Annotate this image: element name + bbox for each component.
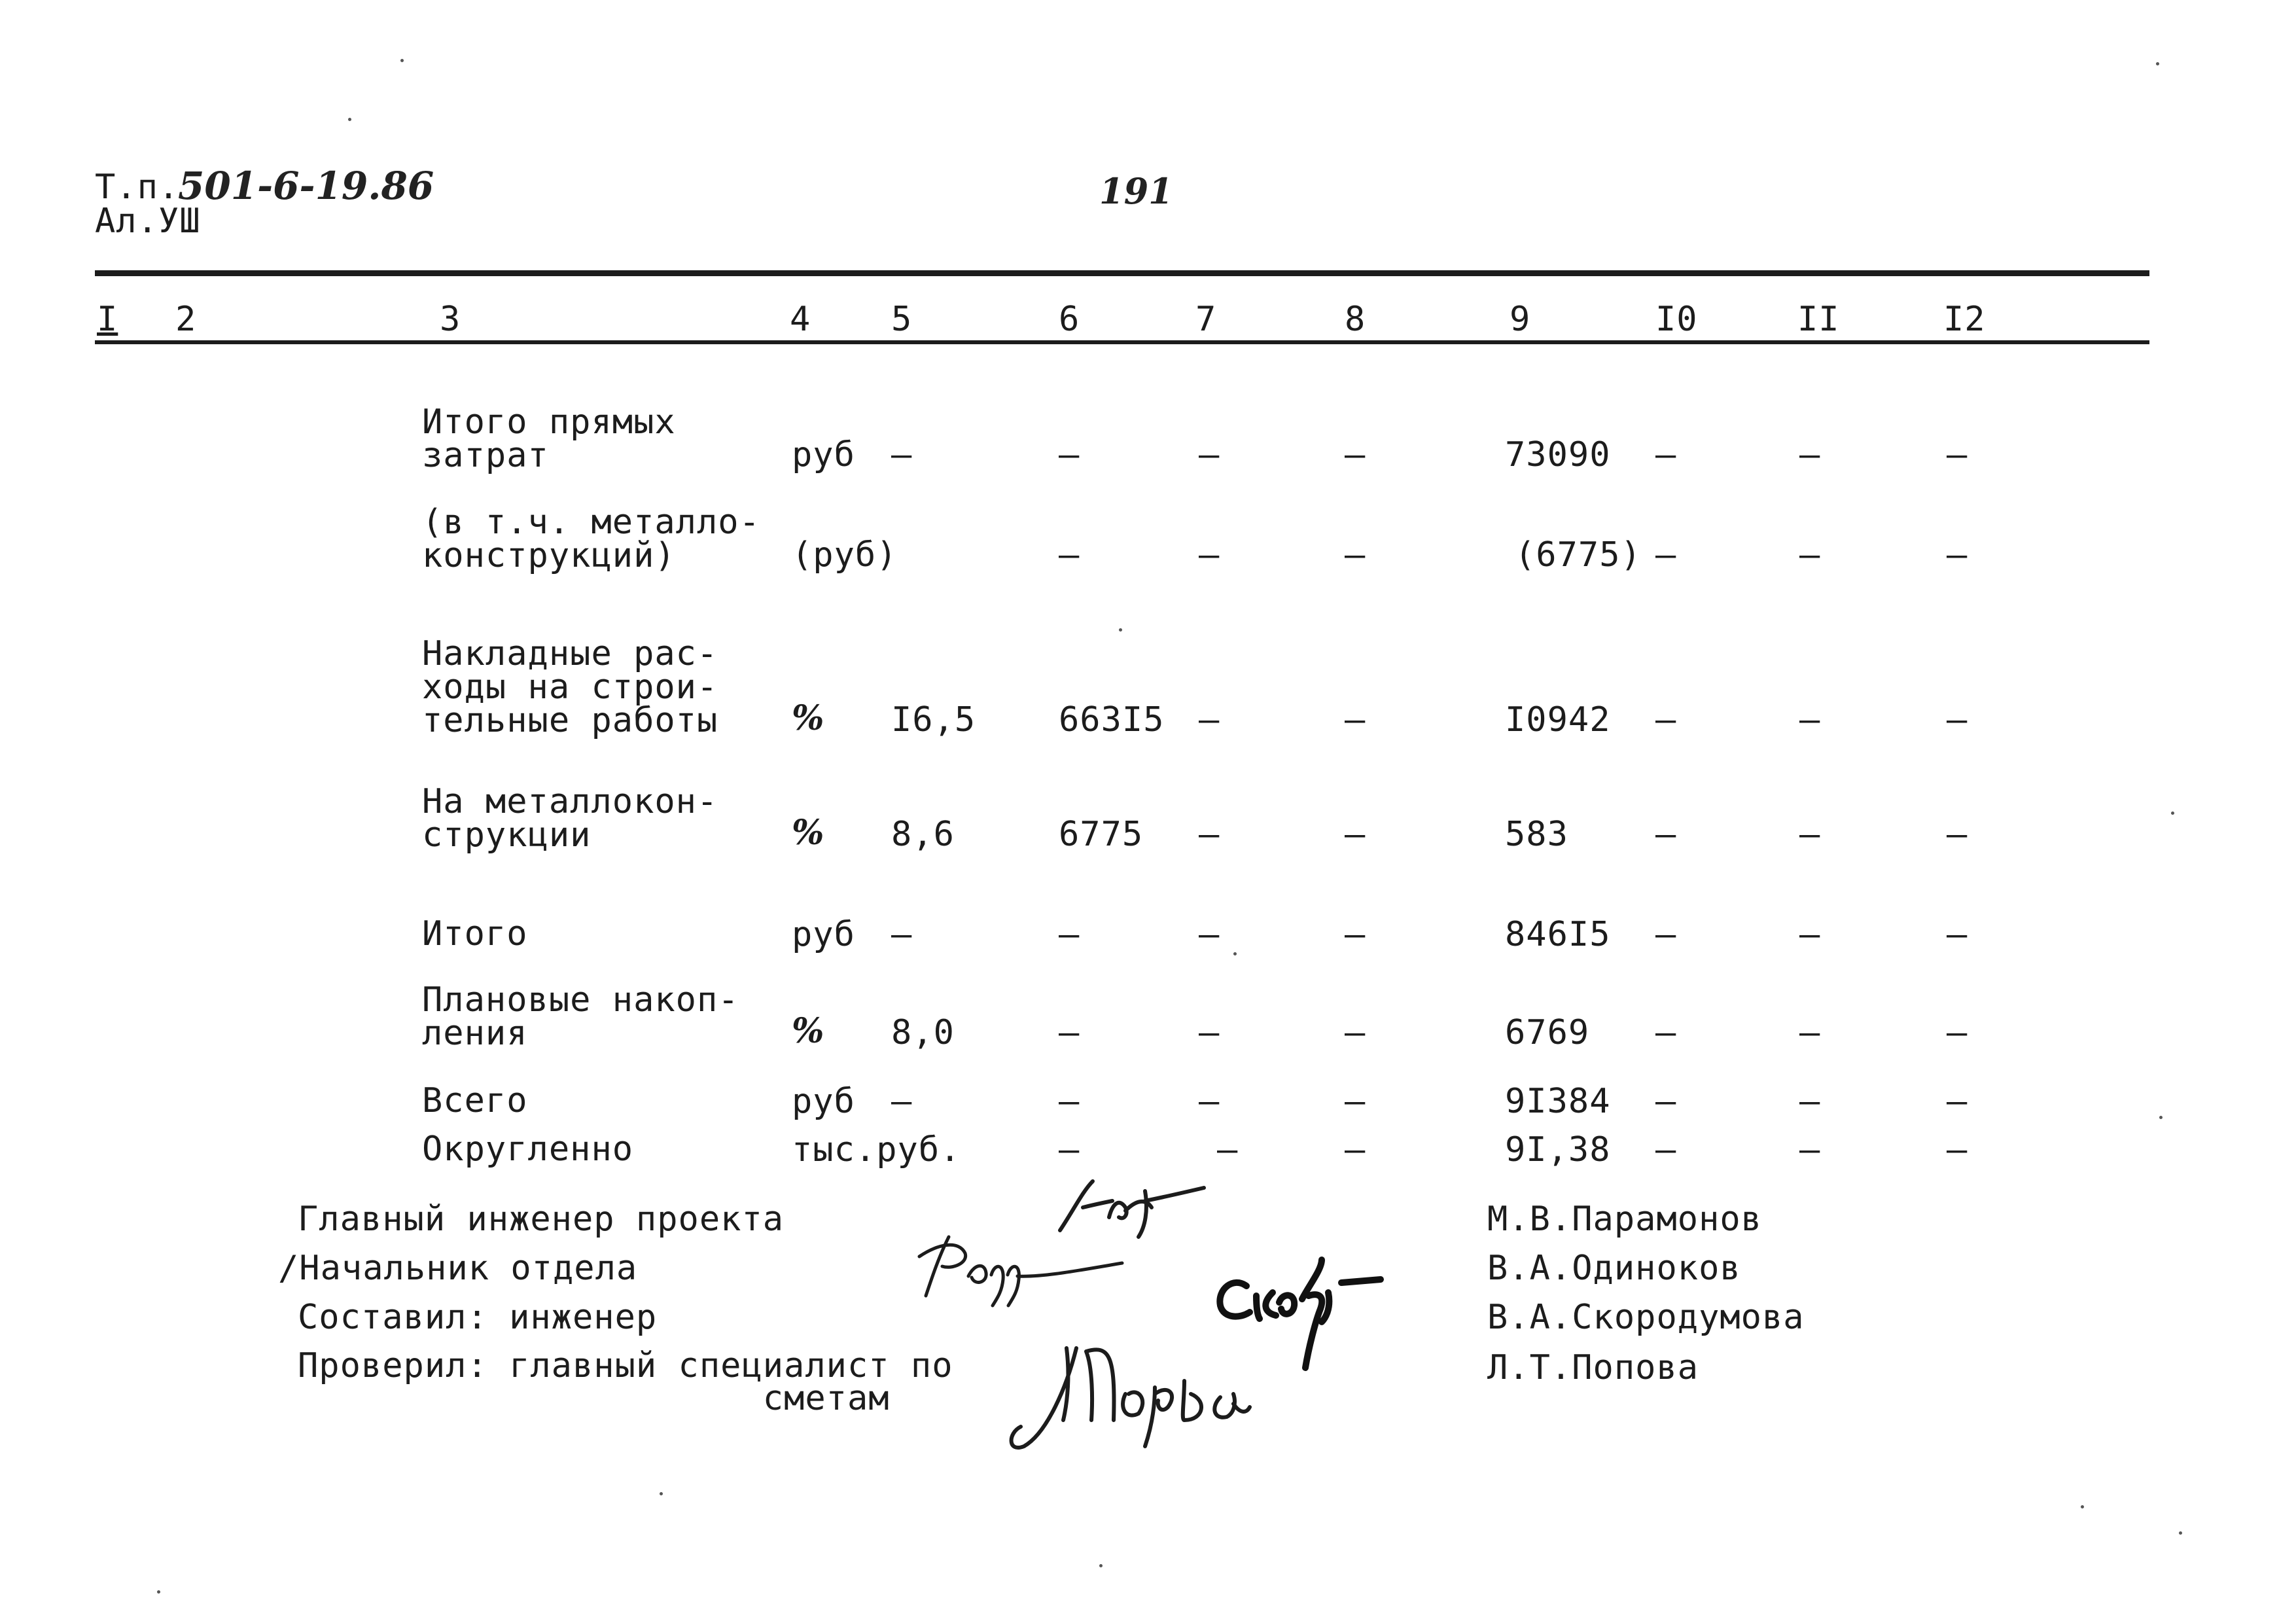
col10-value: – — [1655, 915, 1677, 954]
col8-value: – — [1345, 535, 1366, 575]
col5-value: 8,0 — [891, 1013, 955, 1052]
row-unit: руб — [792, 1082, 855, 1121]
col12-value: – — [1947, 1013, 1968, 1052]
col-header-1: I — [97, 300, 118, 339]
col6-value: – — [1059, 1082, 1080, 1121]
col7-value: – — [1217, 1130, 1239, 1169]
row-unit: (руб) — [792, 535, 898, 575]
col-header-7: 7 — [1195, 300, 1217, 339]
col9-value: 9I,38 — [1505, 1130, 1611, 1169]
col12-value: – — [1947, 915, 1968, 954]
page-number: 191 — [1099, 170, 1173, 212]
signature-name: М.В.Парамонов — [1487, 1200, 1762, 1239]
col9-value: 73090 — [1505, 435, 1611, 474]
col12-value: – — [1947, 700, 1968, 740]
signature-odinokov — [913, 1224, 1129, 1309]
col-header-11: II — [1797, 300, 1840, 339]
col8-value: – — [1345, 700, 1366, 740]
row-unit: тыс.руб. — [792, 1130, 961, 1169]
scan-speck — [2179, 1531, 2182, 1535]
col6-value: – — [1059, 535, 1080, 575]
col12-value: – — [1947, 815, 1968, 854]
scan-speck — [2081, 1505, 2084, 1508]
col11-value: – — [1799, 435, 1821, 474]
scan-speck — [2156, 62, 2159, 65]
col12-value: – — [1947, 1082, 1968, 1121]
signature-popova — [995, 1322, 1335, 1453]
col5-value: – — [891, 915, 913, 954]
col7-value: – — [1199, 815, 1220, 854]
col11-value: – — [1799, 1013, 1821, 1052]
col7-value: – — [1199, 1082, 1220, 1121]
row-label: (в т.ч. металло- конструкций) — [422, 503, 760, 575]
row-label: Всего — [422, 1081, 528, 1120]
col7-value: – — [1199, 535, 1220, 575]
col8-value: – — [1345, 815, 1366, 854]
col8-value: – — [1345, 1082, 1366, 1121]
col9-value: 6769 — [1505, 1013, 1590, 1052]
col7-value: – — [1199, 1013, 1220, 1052]
row-label: Накладные рас- ходы на строи- тельные работы — [422, 634, 718, 740]
doc-code-prefix: Т.п. — [95, 168, 180, 207]
scan-speck — [1119, 628, 1122, 632]
scan-speck — [157, 1590, 160, 1594]
table-top-rule — [95, 270, 2149, 276]
col-header-3: 3 — [440, 300, 461, 339]
col8-value: – — [1345, 1130, 1366, 1169]
col12-value: – — [1947, 435, 1968, 474]
col12-value: – — [1947, 1130, 1968, 1169]
signature-role: Проверил: главный специалист по сметам — [298, 1346, 953, 1418]
col6-value: 663I5 — [1059, 700, 1165, 740]
row-unit: руб — [792, 435, 855, 474]
scan-speck — [1099, 1564, 1103, 1567]
row-unit: % — [792, 813, 825, 853]
album-number: Ал.УШ — [95, 202, 201, 241]
col10-value: – — [1655, 435, 1677, 474]
scan-speck — [400, 59, 404, 62]
signature-name: В.А.Скородумова — [1487, 1298, 1805, 1337]
signature-role: /Начальник отдела — [278, 1249, 638, 1288]
scan-speck — [1233, 952, 1237, 955]
col-header-8: 8 — [1345, 300, 1366, 339]
signature-role: Составил: инженер — [298, 1298, 658, 1337]
col-header-4: 4 — [790, 300, 811, 339]
col11-value: – — [1799, 1082, 1821, 1121]
col5-value: 8,6 — [891, 815, 955, 854]
col10-value: – — [1655, 815, 1677, 854]
col11-value: – — [1799, 1130, 1821, 1169]
col10-value: – — [1655, 700, 1677, 740]
col9-value: (6775) — [1515, 535, 1642, 575]
row-unit: % — [792, 698, 825, 738]
col11-value: – — [1799, 700, 1821, 740]
row-label: Итого прямых затрат — [422, 402, 676, 475]
row-label: Плановые накоп- ления — [422, 980, 739, 1053]
col11-value: – — [1799, 535, 1821, 575]
col5-value: I6,5 — [891, 700, 976, 740]
scan-speck — [2171, 812, 2174, 815]
scan-speck — [348, 118, 351, 121]
scan-speck — [660, 1492, 663, 1495]
col11-value: – — [1799, 815, 1821, 854]
col9-value: 583 — [1505, 815, 1568, 854]
row-unit: % — [792, 1011, 825, 1051]
col7-value: – — [1199, 915, 1220, 954]
col9-value: 9I384 — [1505, 1082, 1611, 1121]
scan-speck — [2159, 1116, 2163, 1119]
col9-value: I0942 — [1505, 700, 1611, 740]
col6-value: 6775 — [1059, 815, 1144, 854]
col6-value: – — [1059, 1130, 1080, 1169]
col5-value: – — [891, 1082, 913, 1121]
col6-value: – — [1059, 435, 1080, 474]
col-header-6: 6 — [1059, 300, 1080, 339]
col6-value: – — [1059, 915, 1080, 954]
col6-value: – — [1059, 1013, 1080, 1052]
col12-value: – — [1947, 535, 1968, 575]
col11-value: – — [1799, 915, 1821, 954]
col-header-10: I0 — [1655, 300, 1698, 339]
col-header-9: 9 — [1510, 300, 1531, 339]
signature-role: Главный инженер проекта — [298, 1200, 785, 1239]
col9-value: 846I5 — [1505, 915, 1611, 954]
col8-value: – — [1345, 915, 1366, 954]
row-unit: руб — [792, 915, 855, 954]
row-label: Итого — [422, 914, 528, 954]
col7-value: – — [1199, 700, 1220, 740]
col10-value: – — [1655, 1130, 1677, 1169]
table-header-rule — [95, 340, 2149, 344]
col-header-12: I2 — [1943, 300, 1986, 339]
col5-value: – — [891, 435, 913, 474]
signature-name: Л.Т.Попова — [1487, 1348, 1699, 1387]
col10-value: – — [1655, 1082, 1677, 1121]
doc-code-handwritten: 501-6-19.86 — [178, 164, 434, 208]
row-label: На металлокон- струкции — [422, 782, 718, 855]
col8-value: – — [1345, 1013, 1366, 1052]
col10-value: – — [1655, 535, 1677, 575]
col-header-2: 2 — [175, 300, 197, 339]
col10-value: – — [1655, 1013, 1677, 1052]
row-label: Округленно — [422, 1130, 634, 1169]
col7-value: – — [1199, 435, 1220, 474]
signature-name: В.А.Одиноков — [1487, 1249, 1741, 1288]
col-header-5: 5 — [891, 300, 913, 339]
col8-value: – — [1345, 435, 1366, 474]
